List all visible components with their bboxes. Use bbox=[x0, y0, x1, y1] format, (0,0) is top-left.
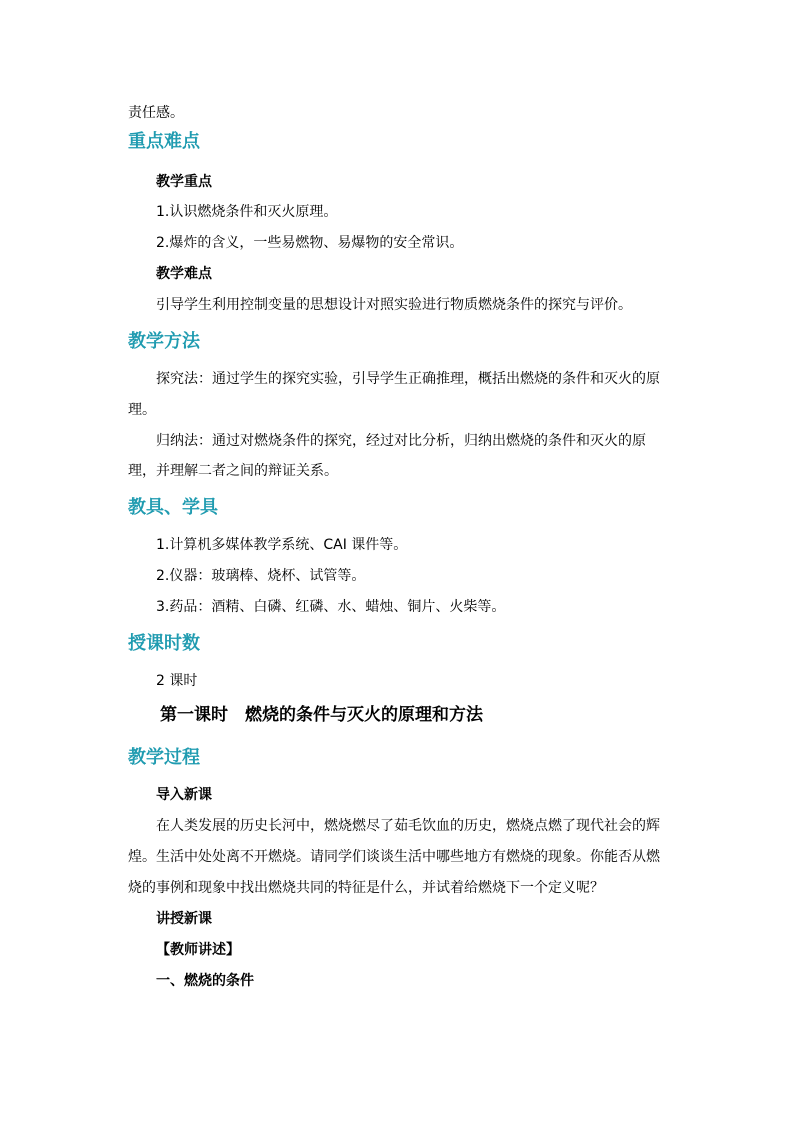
section-combustion-conditions: 一、燃烧的条件 bbox=[156, 973, 254, 989]
focus-item-1: 1.认识燃烧条件和灭火原理。 bbox=[156, 204, 338, 220]
inquiry-method-line-2: 理。 bbox=[128, 402, 156, 418]
difficulty-text: 引导学生利用控制变量的思想设计对照实验进行物质燃烧条件的探究与评价。 bbox=[156, 297, 632, 313]
heading-class-hours: 授课时数 bbox=[128, 633, 200, 654]
label-teaching-difficulty: 教学难点 bbox=[156, 266, 212, 282]
intro-paragraph-line-3: 烧的事例和现象中找出燃烧共同的特征是什么，并试着给燃烧下一个定义呢？ bbox=[128, 880, 604, 896]
heading-teaching-methods: 教学方法 bbox=[128, 331, 200, 352]
label-teaching-focus: 教学重点 bbox=[156, 174, 212, 190]
tools-item-2: 2.仪器：玻璃棒、烧杯、试管等。 bbox=[156, 568, 366, 584]
intro-paragraph-line-2: 煌。生活中处处离不开燃烧。请同学们谈谈生活中哪些地方有燃烧的现象。你能否从燃 bbox=[128, 849, 660, 865]
label-introduce-lesson: 导入新课 bbox=[156, 787, 212, 803]
label-teacher-narration: 【教师讲述】 bbox=[156, 942, 240, 958]
tools-item-1: 1.计算机多媒体教学系统、CAI 课件等。 bbox=[156, 537, 408, 553]
heading-key-points: 重点难点 bbox=[128, 131, 200, 152]
intro-tail-text: 责任感。 bbox=[128, 105, 184, 121]
label-new-lesson: 讲授新课 bbox=[156, 911, 212, 927]
induction-method-line-2: 理，并理解二者之间的辩证关系。 bbox=[128, 463, 338, 479]
inquiry-method-line-1: 探究法：通过学生的探究实验，引导学生正确推理，概括出燃烧的条件和灭火的原 bbox=[156, 371, 660, 387]
intro-paragraph-line-1: 在人类发展的历史长河中，燃烧燃尽了茹毛饮血的历史，燃烧点燃了现代社会的辉 bbox=[156, 818, 660, 834]
heading-teaching-tools: 教具、学具 bbox=[128, 497, 218, 518]
class-hours-value: 2 课时 bbox=[156, 673, 198, 689]
lesson-title: 第一课时 燃烧的条件与灭火的原理和方法 bbox=[160, 705, 483, 725]
heading-teaching-process: 教学过程 bbox=[128, 747, 200, 768]
focus-item-2: 2.爆炸的含义，一些易燃物、易爆物的安全常识。 bbox=[156, 235, 464, 251]
induction-method-line-1: 归纳法：通过对燃烧条件的探究，经过对比分析，归纳出燃烧的条件和灭火的原 bbox=[156, 433, 646, 449]
tools-item-3: 3.药品：酒精、白磷、红磷、水、蜡烛、铜片、火柴等。 bbox=[156, 599, 506, 615]
